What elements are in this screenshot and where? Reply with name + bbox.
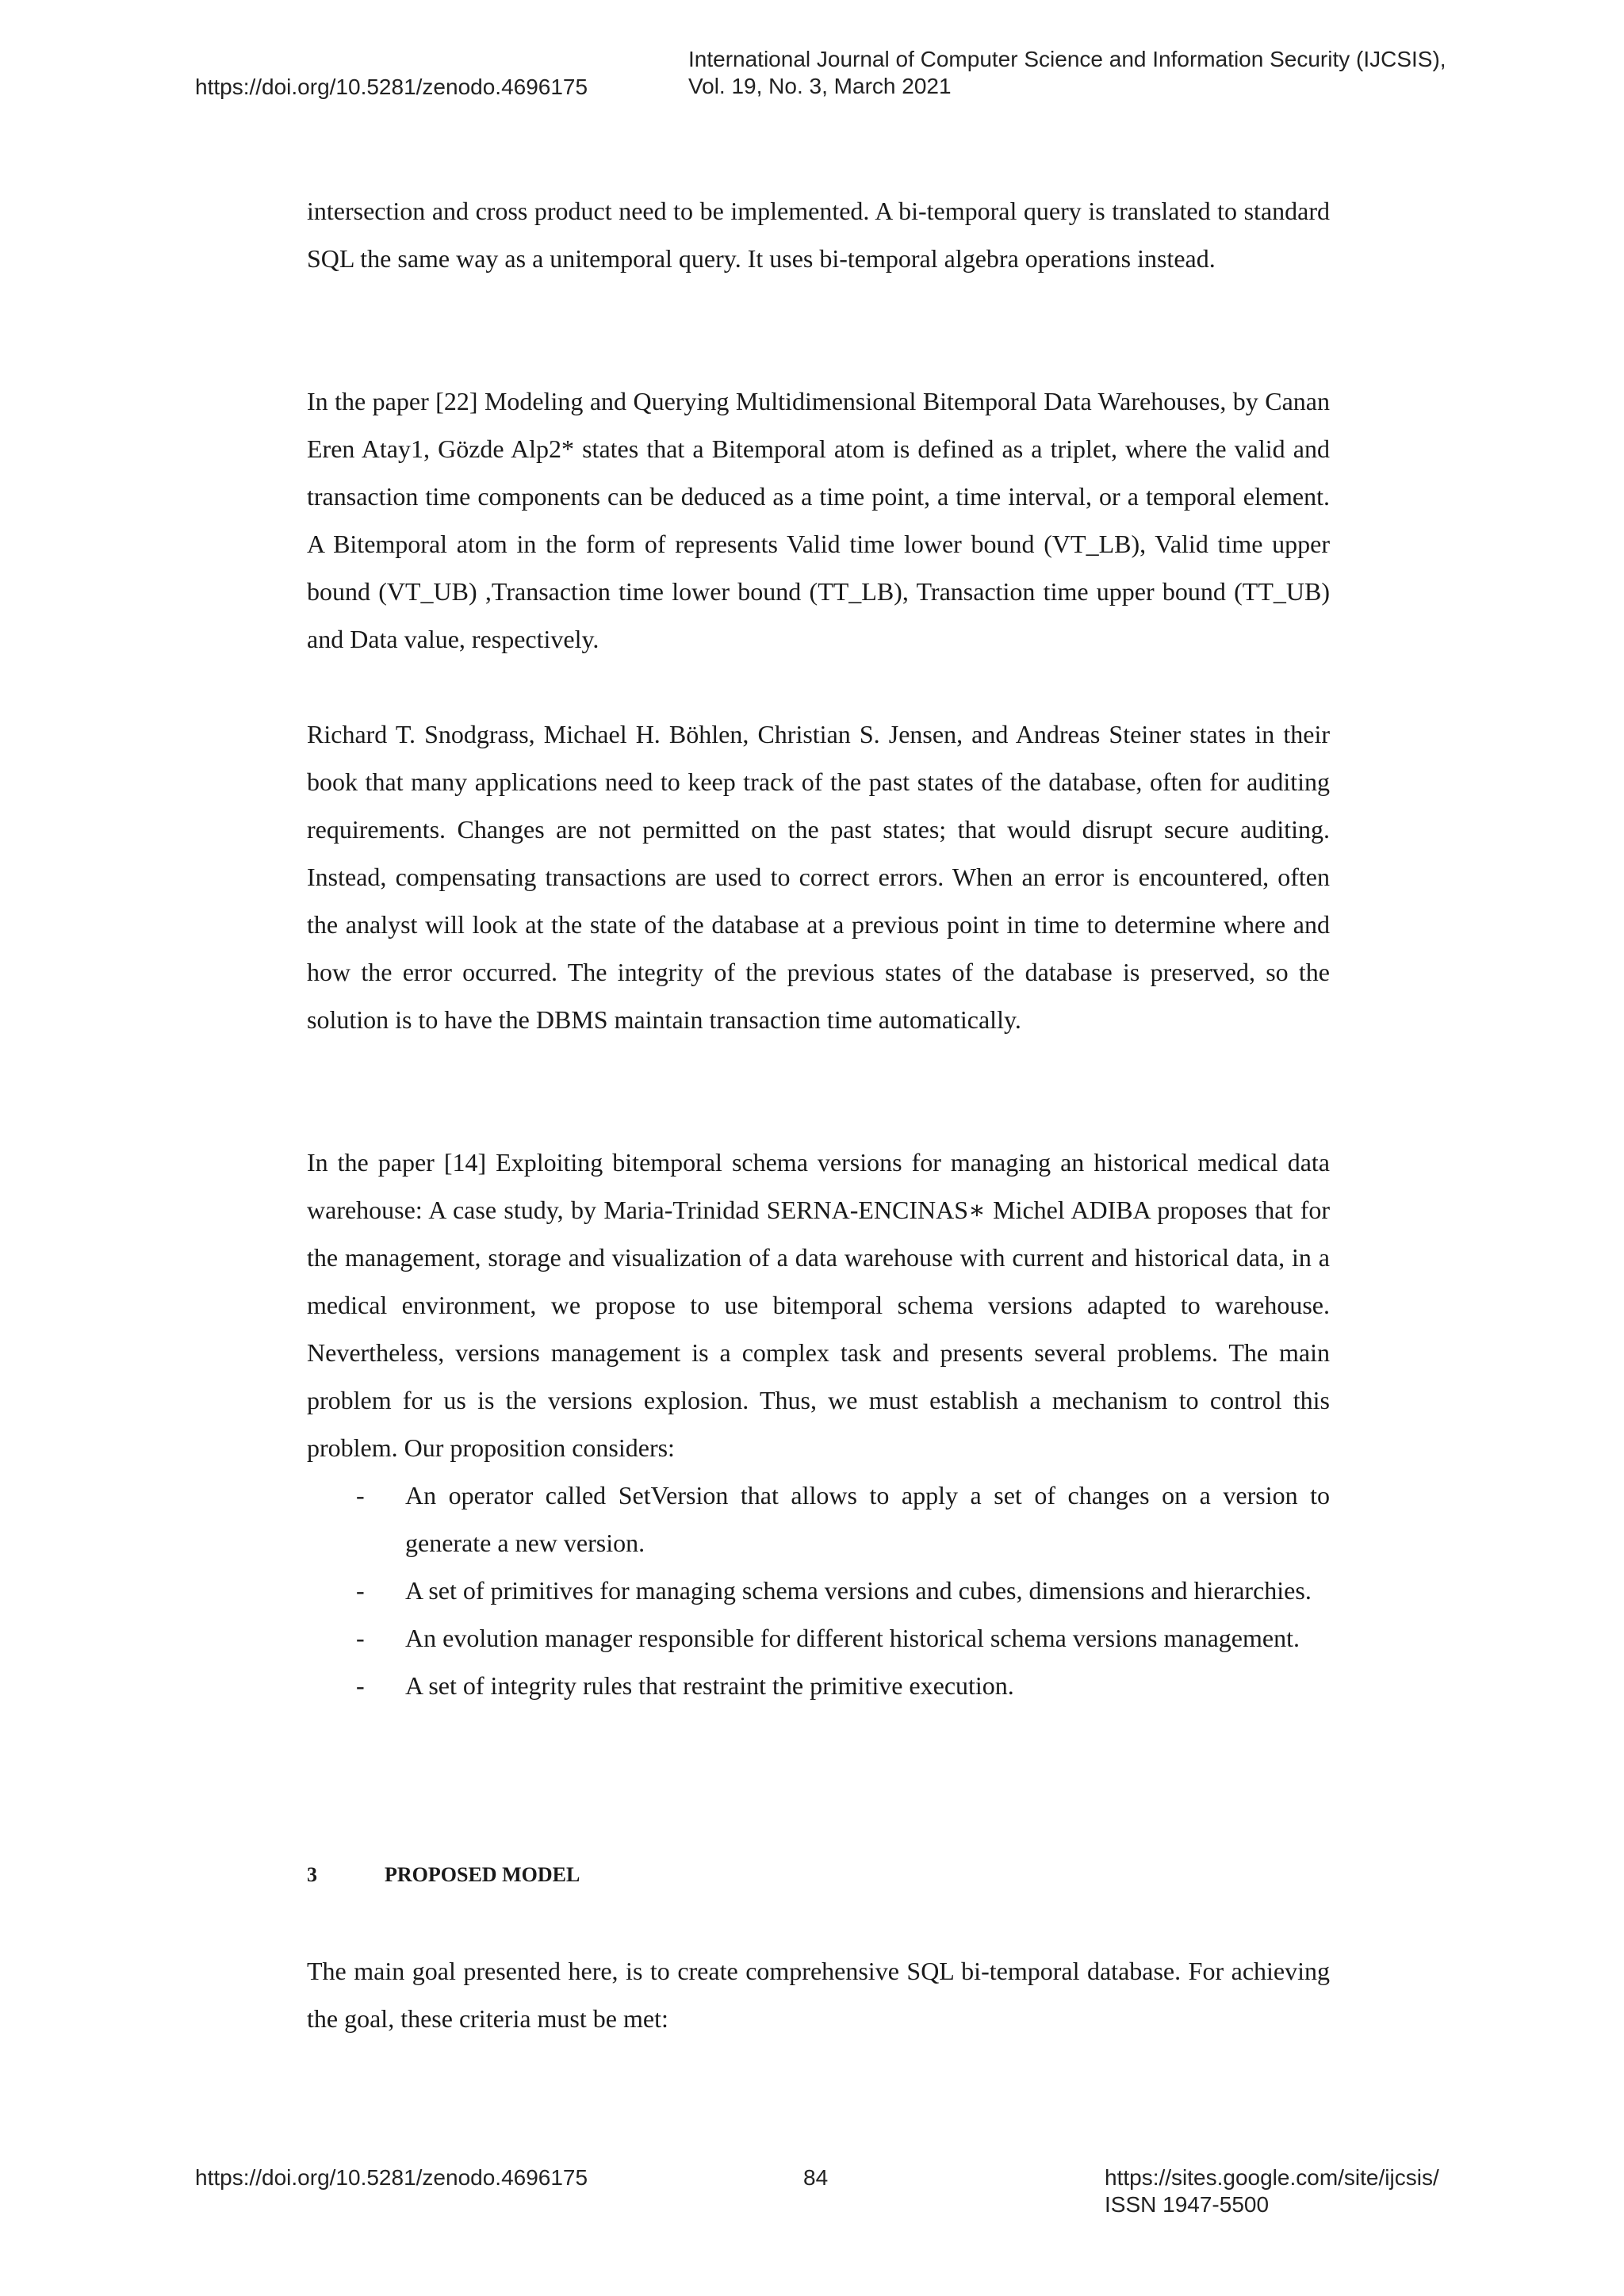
footer-site-url: https://sites.google.com/site/ijcsis/	[1105, 2165, 1439, 2190]
header-journal-line1: International Journal of Computer Science and Information Security (IJCSIS),	[688, 47, 1446, 71]
list-item-text: A set of primitives for managing schema versions and cubes, dimensions and hierarchies.	[405, 1576, 1312, 1605]
proposition-list	[307, 1471, 1330, 1709]
paragraph-1	[307, 187, 1330, 282]
list-item	[307, 1662, 1330, 1709]
list-item-text: A set of integrity rules that restraint the primitive execution.	[405, 1671, 1014, 1700]
bullet-dash: -	[356, 1624, 365, 1652]
page-number: 84	[803, 2165, 829, 2190]
header-doi: https://doi.org/10.5281/zenodo.4696175	[195, 75, 588, 99]
header-journal	[688, 46, 1446, 100]
section-number: 3	[307, 1863, 317, 1886]
paragraph-4	[307, 1138, 1330, 1471]
footer-site	[1105, 2164, 1439, 2218]
paragraph-3	[307, 710, 1330, 1043]
section-title: PROPOSED MODEL	[385, 1863, 580, 1886]
paragraph-text: The main goal presented here, is to create comprehensive SQL bi-temporal database. For achieving the goal, these criteria must be met:	[307, 1957, 1330, 2033]
list-item	[307, 1614, 1330, 1662]
paragraph-text: In the paper [14] Exploiting bitemporal schema versions for managing an historical medical data warehouse: A case study, by Maria-Trinidad SERNA-ENCINAS∗ Michel ADIBA proposes that for the management, storage and visualization of a data warehouse with current and historical data, in a medical environment, we propose to use bitemporal schema versions adapted to warehouse. Nevertheless, versions management is a complex task and presents several problems. The main problem for us is the versions explosion. Thus, we must establish a mechanism to control this problem. Our proposition considers:	[307, 1148, 1330, 1462]
footer-doi: https://doi.org/10.5281/zenodo.4696175	[195, 2165, 588, 2190]
paragraph-2	[307, 377, 1330, 663]
list-item-text: An evolution manager responsible for different historical schema versions management.	[405, 1624, 1300, 1652]
footer-issn: ISSN 1947-5500	[1105, 2192, 1270, 2217]
section-heading	[307, 1862, 580, 1888]
header-journal-line2: Vol. 19, No. 3, March 2021	[688, 74, 952, 98]
paragraph-text: Richard T. Snodgrass, Michael H. Böhlen, Christian S. Jensen, and Andreas Steiner states in their book that many applications need to keep track of the past states of the database, often for auditing requirements. Changes are not permitted on the past states; that would disrupt secure auditing. Instead, compensating transactions are used to correct errors. When an error is encountered, often the analyst will look at the state of the database at a previous point in time to determine where and how the error occurred. The integrity of the previous states of the database is preserved, so the solution is to have the DBMS maintain transaction time automatically.	[307, 720, 1330, 1034]
list-item-text: An operator called SetVersion that allows to apply a set of changes on a version to generate a new version.	[405, 1481, 1330, 1557]
paragraph-5	[307, 1947, 1330, 2042]
bullet-dash: -	[356, 1576, 365, 1605]
bullet-dash: -	[356, 1481, 365, 1510]
paragraph-text: intersection and cross product need to be implemented. A bi-temporal query is translated to standard SQL the same way as a unitemporal query. It uses bi-temporal algebra operations instead.	[307, 197, 1330, 273]
list-item	[307, 1567, 1330, 1614]
bullet-dash: -	[356, 1671, 365, 1700]
list-item	[307, 1471, 1330, 1567]
paragraph-text: In the paper [22] Modeling and Querying Multidimensional Bitemporal Data Warehouses, by Canan Eren Atay1, Gözde Alp2* states that a Bitemporal atom is defined as a triplet, where the valid and transaction time components can be deduced as a time point, a time interval, or a temporal element. A Bitemporal atom in the form of represents Valid time lower bound (VT_LB), Valid time upper bound (VT_UB) ,Transaction time lower bound (TT_LB), Transaction time upper bound (TT_UB) and Data value, respectively.	[307, 387, 1330, 653]
